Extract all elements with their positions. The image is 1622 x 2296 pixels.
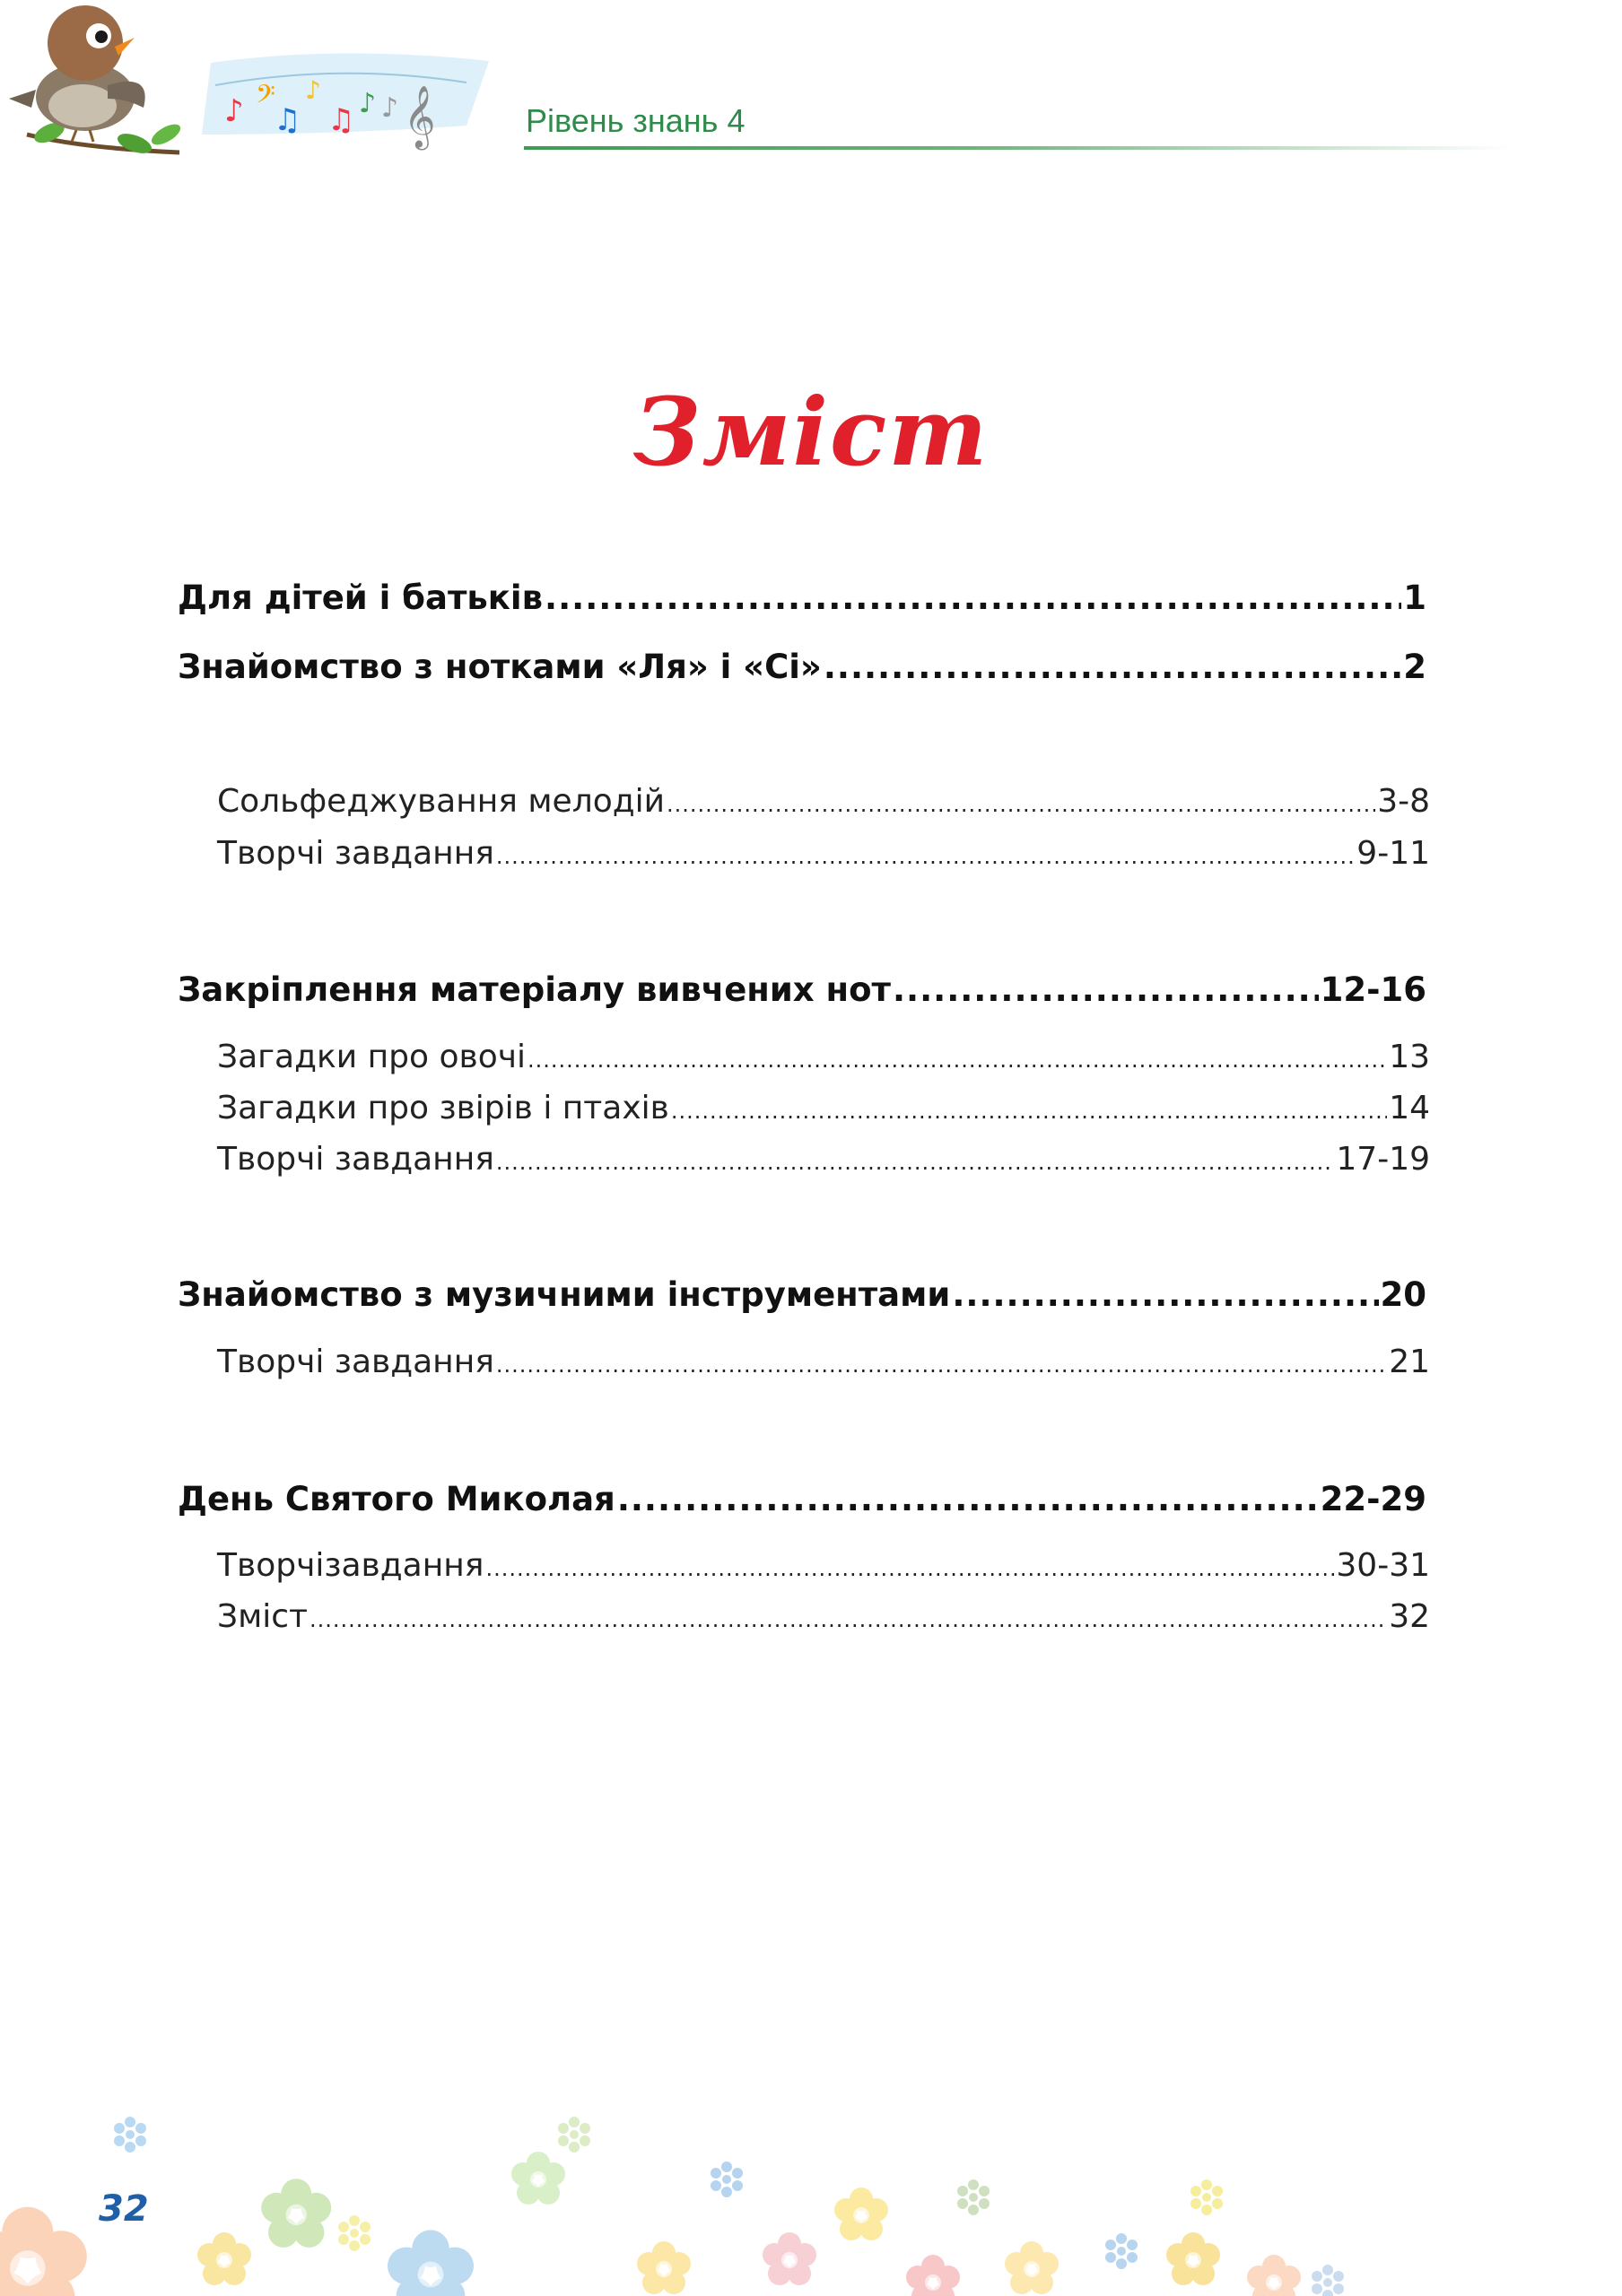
toc-subentry-label: Творчі завдання (217, 835, 494, 872)
toc-subentry-page: 9-11 (1356, 835, 1430, 872)
toc-subentry[interactable] (217, 1344, 1430, 1380)
toc-entry[interactable] (178, 1275, 1426, 1314)
toc-subentry-label: Загадки про овочі (217, 1039, 526, 1075)
svg-text:♪: ♪ (359, 88, 377, 119)
toc-entry-page: 12-16 (1320, 970, 1426, 1009)
toc-subentry-page: 30-31 (1336, 1547, 1430, 1584)
toc-entry-page: 2 (1403, 648, 1426, 686)
toc-subentry[interactable] (217, 1039, 1430, 1075)
toc-dot-leader (485, 1556, 1334, 1581)
toc-dot-leader (671, 1099, 1387, 1124)
toc-subentry-label: Творчі завдання (217, 1141, 494, 1178)
page-title: Зміст (632, 377, 990, 487)
toc-subentry-page: 3-8 (1377, 783, 1430, 820)
toc-subentry-page: 14 (1389, 1090, 1430, 1126)
toc-subentry[interactable] (217, 1141, 1430, 1178)
svg-text:𝄞: 𝄞 (404, 85, 436, 148)
footer-decoration (0, 2081, 1622, 2296)
toc-subentry-page: 13 (1389, 1039, 1430, 1075)
toc-dot-leader (496, 1352, 1387, 1378)
toc-entry-label: Для дітей і батьків (178, 578, 544, 617)
toc-subentry-label: Загадки про звірів і птахів (217, 1090, 669, 1126)
bird-on-branch-icon (9, 5, 184, 157)
toc-dot-leader (952, 1275, 1378, 1314)
toc-entry-label: Знайомство з нотками «Ля» і «Сі» (178, 648, 822, 686)
toc-subentry-label: Сольфеджування мелодій (217, 783, 666, 820)
toc-dot-leader (528, 1048, 1387, 1073)
svg-text:𝄢: 𝄢 (256, 80, 275, 116)
header-illustration (0, 0, 538, 170)
toc-subentry-page: 32 (1389, 1598, 1430, 1635)
toc-entry[interactable] (178, 578, 1426, 617)
svg-text:♫: ♫ (327, 102, 355, 138)
toc-dot-leader (824, 648, 1401, 686)
toc-subentry[interactable] (217, 1547, 1430, 1584)
svg-text:♪: ♪ (305, 75, 321, 105)
toc-dot-leader (496, 1150, 1334, 1175)
music-notes-banner-icon (202, 53, 489, 150)
toc-dot-leader (617, 1480, 1319, 1518)
toc-dot-leader (310, 1607, 1387, 1632)
toc-entry-page: 22-29 (1320, 1480, 1426, 1518)
toc-entry-label: Закріплення матеріалу вивчених нот (178, 970, 891, 1009)
toc-dot-leader (496, 844, 1355, 869)
page-number: 32 (99, 2188, 149, 2230)
toc-subentry[interactable] (217, 1090, 1430, 1126)
toc-entry[interactable] (178, 970, 1426, 1009)
toc-subentry[interactable] (217, 783, 1430, 820)
header-title: Рівень знань 4 (526, 102, 746, 139)
flower-pattern-icon (0, 2117, 1344, 2296)
toc-subentry[interactable] (217, 1598, 1430, 1635)
toc-dot-leader (667, 792, 1375, 817)
toc-entry[interactable] (178, 648, 1426, 686)
toc-subentry-page: 17-19 (1336, 1141, 1430, 1178)
svg-text:♫: ♫ (274, 102, 301, 138)
toc-entry-label: Знайомство з музичними інструментами (178, 1275, 951, 1314)
toc-subentry-page: 21 (1389, 1344, 1430, 1380)
svg-text:♪: ♪ (381, 92, 399, 124)
toc-entry-page: 20 (1380, 1275, 1426, 1314)
toc-dot-leader (545, 578, 1401, 617)
toc-subentry-label: Зміст (217, 1598, 309, 1635)
svg-text:♪: ♪ (224, 93, 244, 129)
toc-dot-leader (893, 970, 1319, 1009)
toc-entry[interactable] (178, 1480, 1426, 1518)
toc-subentry[interactable] (217, 835, 1430, 872)
toc-entry-label: День Святого Миколая (178, 1480, 615, 1518)
toc-subentry-label: Творчізавдання (217, 1547, 484, 1584)
toc-entry-page: 1 (1403, 578, 1426, 617)
toc-subentry-label: Творчі завдання (217, 1344, 494, 1380)
header-divider (524, 146, 1511, 150)
